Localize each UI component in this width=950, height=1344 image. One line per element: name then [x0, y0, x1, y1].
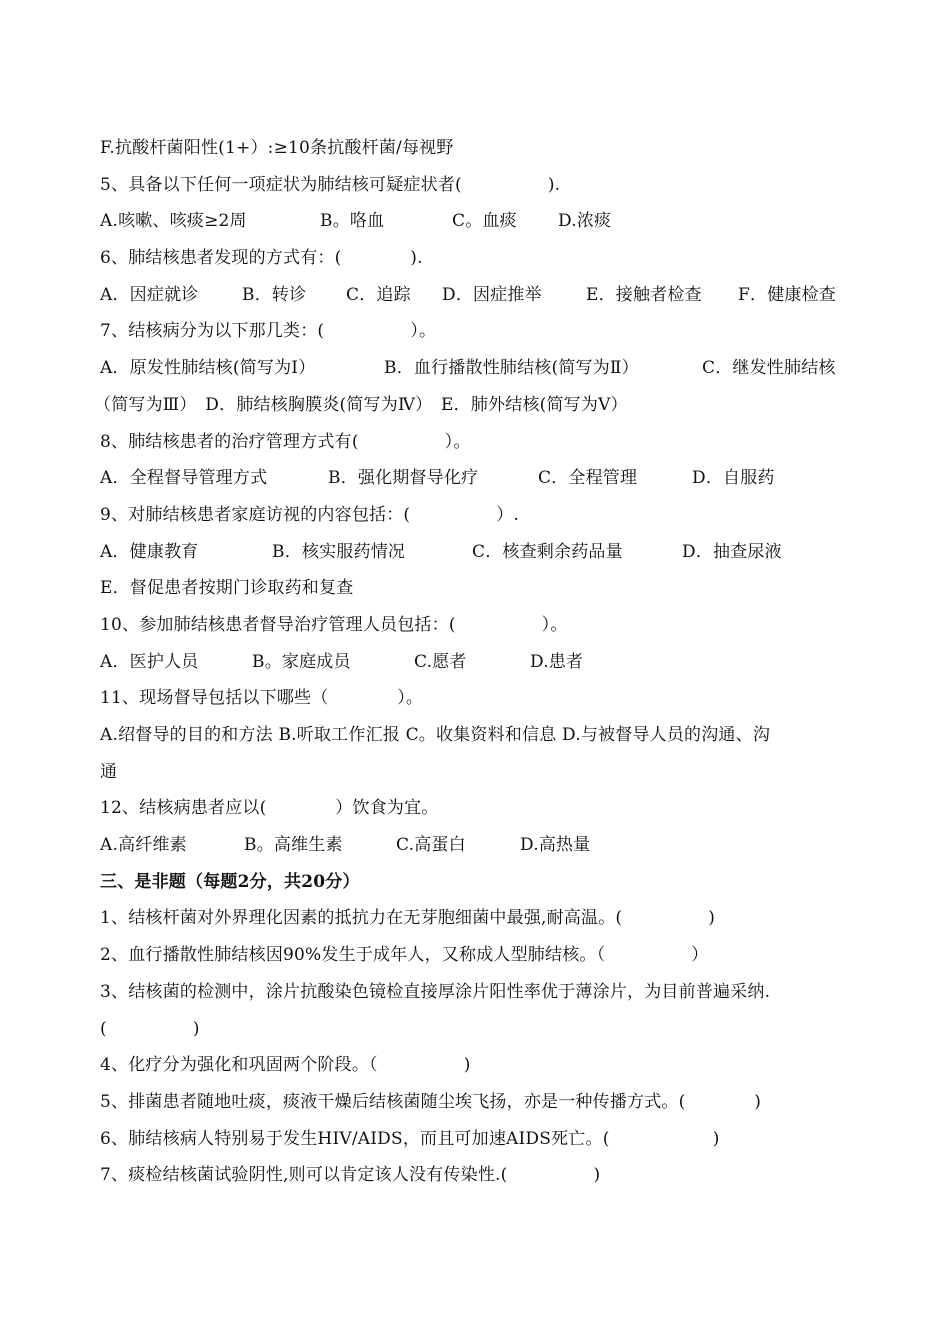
option: A．健康教育	[100, 541, 199, 562]
tf-question-7: 7、痰检结核菌试验阴性,则可以肯定该人没有传染性.( )	[100, 1165, 601, 1186]
question-11: 11、现场督导包括以下哪些（ ）。	[100, 688, 424, 709]
option: C。血痰	[452, 211, 517, 232]
option: A．因症就诊	[100, 284, 199, 305]
option: C．核查剩余药品量	[472, 541, 623, 562]
question-6: 6、肺结核患者发现的方式有：( ).	[100, 248, 423, 269]
question-9-options	[100, 534, 860, 571]
option: B．血行播散性肺结核(简写为Ⅱ）	[384, 358, 639, 379]
option: E．接触者检查	[586, 284, 702, 305]
option: A.咳嗽、咳痰≥2周	[100, 211, 247, 232]
text-line: F.抗酸杆菌阳性(1+）:≥10条抗酸杆菌/每视野	[100, 138, 454, 158]
question-10: 10、参加肺结核患者督导治疗管理人员包括：( ）。	[100, 614, 568, 635]
option: A．医护人员	[100, 651, 199, 672]
question-9-options-cont: E．督促患者按期门诊取药和复查	[100, 578, 354, 599]
option: D.患者	[530, 651, 584, 672]
question-8-options	[100, 460, 860, 497]
option: D．自服药	[692, 468, 775, 489]
option: B。咯血	[320, 211, 385, 232]
option: C.高蛋白	[396, 835, 466, 856]
option: D．因症推举	[442, 284, 542, 305]
question-11-options: A.绍督导的目的和方法 B.听取工作汇报 C。收集资料和信息 D.与被督导人员的沟通、沟	[100, 725, 771, 745]
option: C．继发性肺结核	[702, 358, 836, 379]
option: D.高热量	[520, 835, 591, 856]
option: F．健康检查	[738, 284, 836, 305]
question-12: 12、结核病患者应以( ）饮食为宜。	[100, 798, 439, 819]
question-9: 9、对肺结核患者家庭访视的内容包括：( ）.	[100, 504, 520, 525]
tf-question-3-cont: ( )	[100, 1018, 200, 1039]
tf-question-6: 6、肺结核病人特别易于发生HIV/AIDS，而且可加速AIDS死亡。( )	[100, 1128, 720, 1149]
option: D.浓痰	[558, 211, 612, 232]
option: C．全程管理	[538, 468, 638, 489]
tf-question-5: 5、排菌患者随地吐痰，痰液干燥后结核菌随尘埃飞扬，亦是一种传播方式。( )	[100, 1091, 762, 1112]
option: B．转诊	[242, 284, 307, 305]
question-8: 8、肺结核患者的治疗管理方式有( ）。	[100, 431, 471, 452]
question-7-options-cont: （简写为Ⅲ） D．肺结核胸膜炎(简写为Ⅳ） E．肺外结核(简写为Ⅴ）	[94, 394, 628, 415]
tf-question-1: 1、结核杆菌对外界理化因素的抵抗力在无芽胞细菌中最强,耐高温。( )	[100, 908, 716, 929]
question-7-options	[100, 350, 860, 387]
section-heading: 三、是非题（每题2分，共20分）	[100, 871, 360, 892]
option: C.愿者	[414, 651, 467, 672]
document-page	[94, 130, 860, 1194]
question-6-options	[100, 277, 860, 314]
option: B。高维生素	[244, 835, 343, 856]
option: A．原发性肺结核(简写为Ⅰ）	[100, 358, 316, 379]
option: B．核实服药情况	[272, 541, 406, 562]
question-10-options	[100, 644, 860, 681]
tf-question-4: 4、化疗分为强化和巩固两个阶段。（ )	[100, 1055, 471, 1076]
option: B。家庭成员	[252, 651, 351, 672]
option: C．追踪	[346, 284, 411, 305]
question-11-options-cont: 通	[100, 761, 118, 782]
question-7: 7、结核病分为以下那几类：( ）。	[100, 321, 437, 342]
question-5: 5、具备以下任何一项症状为肺结核可疑症状者( ).	[100, 174, 561, 195]
option: A．全程督导管理方式	[100, 468, 268, 489]
question-12-options	[100, 827, 860, 864]
option: D．抽查尿液	[682, 541, 782, 562]
tf-question-3: 3、结核菌的检测中，涂片抗酸染色镜检直接厚涂片阳性率优于薄涂片，为目前普遍采纳.	[100, 981, 771, 1002]
option: A.高纤维素	[100, 835, 187, 856]
tf-question-2: 2、血行播散性肺结核因90%发生于成年人，又称成人型肺结核。（ ）	[100, 945, 709, 966]
question-5-options	[100, 203, 860, 240]
option: B．强化期督导化疗	[328, 468, 479, 489]
